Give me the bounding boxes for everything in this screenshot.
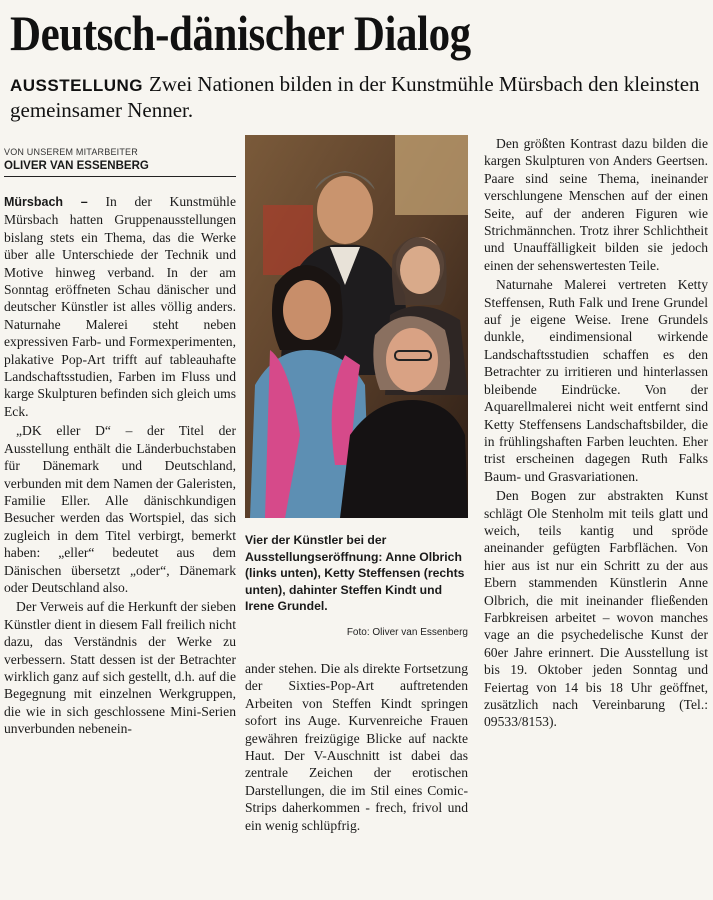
paragraph: Naturnahe Malerei vertreten Ketty Steffensen, Ruth Falk und Irene Grundel auf je eigene Weise. Irene Grundels dunkle, eindimensional wirkende Landschaftsstudien schaffen es den Betrachter zu irritieren und hinterlassen bleibende Eindrücke. Von der Aquarellmalerei nicht weit entfernt sind Ketty Steffensens Landschaftsbilder, die in frühlingshaften Farben leuchten. Eher trist erscheinen dagegen Ruth Falks Baum- und Grasvariationen. — [484, 277, 708, 484]
photo-illustration — [245, 135, 468, 518]
artists-photo — [245, 135, 468, 518]
subheadline — [10, 72, 700, 123]
headline: Deutsch-dänischer Dialog — [10, 5, 471, 61]
paragraph-text: In der Kunstmühle Mürsbach hatten Gruppenausstellungen bislang stets ein Thema, das die Werke über alle Unterschiede der Technik und Motive hinweg verband. In der am Sonntag eröffneten Schau dänischer und deutscher Künstler ist alles völlig anders. Naturnahe Malerei steht neben expressiven Farb- und Formexperimenten, plakative Pop-Art trifft auf tableauhafte Landschaftsstudien, Farben im Fluss und karge Skulpturen befinden sich gleich ums Eck. — [4, 194, 236, 419]
kicker: AUSSTELLUNG — [10, 76, 143, 95]
paragraph: ander stehen. Die als direkte Fortsetzung der Sixties-Pop-Art auftretenden Arbeiten von Steffen Kindt springen sofort ins Auge. Kurvenreiche Frauen gewähren freizügige Blicke auf nackte Haut. Der V-Auschnitt ist dabei das zentrale Zeichen der erotischen Darstellungen, die im Stil eines Comic-Strips daherkommen - frech, frivol und ein wenig schlüpfrig. — [245, 661, 468, 833]
paragraph — [4, 193, 236, 420]
byline-author: OLIVER VAN ESSENBERG — [4, 160, 236, 177]
byline — [4, 147, 236, 177]
photo-caption: Vier der Künstler bei der Ausstellungseröffnung: Anne Olbrich (links unten), Ketty Steffensen (rechts unten), dahinter Steffen Kindt und Irene Grundel. — [245, 533, 465, 613]
photo-credit: Foto: Oliver van Essenberg — [346, 627, 468, 638]
column-1 — [4, 193, 236, 898]
subheadline-text: Zwei Nationen bilden in der Kunstmühle Mürsbach den kleinsten gemeinsamer Nenner. — [10, 72, 700, 122]
column-2 — [245, 660, 468, 895]
dateline: Mürsbach – — [4, 195, 88, 209]
column-3 — [484, 135, 708, 895]
paragraph: Den größten Kontrast dazu bilden die kargen Skulpturen von Anders Geertsen. Paare sind seine Thema, ineinander verschlungene Menschen auf der einen Seite, auf der anderen Figuren wie Strichmännchen. Trotz ihrer Schlichtheit und Unauffälligkeit bilden sie jedoch einen der sehenswertesten Teile. — [484, 136, 708, 273]
paragraph: „DK eller D“ – der Titel der Ausstellung enthält die Länderbuchstaben für Dänemark und Deutschland, verbunden mit dem Namen der Galeristen, Familie Eller. Alle dänischkundigen Besucher werden das Wortspiel, das sich zugleich in dem Titel verbirgt, bemerkt haben: „eller“ bedeutet aus dem Dänischen übersetzt „oder“, Dänemark oder Deutschland also. — [4, 423, 236, 595]
byline-role: VON UNSEREM MITARBEITER — [4, 147, 138, 157]
paragraph: Den Bogen zur abstrakten Kunst schlägt Ole Stenholm mit teils glatt und weich, teils kantig und spröde aneinander gefügten Farbflächen. Von hier aus ist nur ein Schritt zu der aus Ebern stammenden Künstlerin Anne Olbrich, die mit ineinander fließenden Farbkreisen arbeitet – wovon manches vage an die psychedelische Kunst der 60er Jahre erinnert. Die Ausstellung ist bis 19. Oktober jeden Sonntag und Feiertag von 14 bis 18 Uhr geöffnet, zusätzlich nach Vereinbarung (Tel.: 09533/8153). — [484, 488, 708, 730]
paragraph: Der Verweis auf die Herkunft der sieben Künstler dient in diesem Fall freilich nicht dazu, das Verständnis der Werke zu verbessern. Statt dessen ist der Betrachter wirklich ganz auf sich gestellt, d.h. auf die Begegnung mit einzelnen Werkgruppen, die wie in sich geschlossene Mini-Serien unverbunden nebenein- — [4, 599, 236, 737]
